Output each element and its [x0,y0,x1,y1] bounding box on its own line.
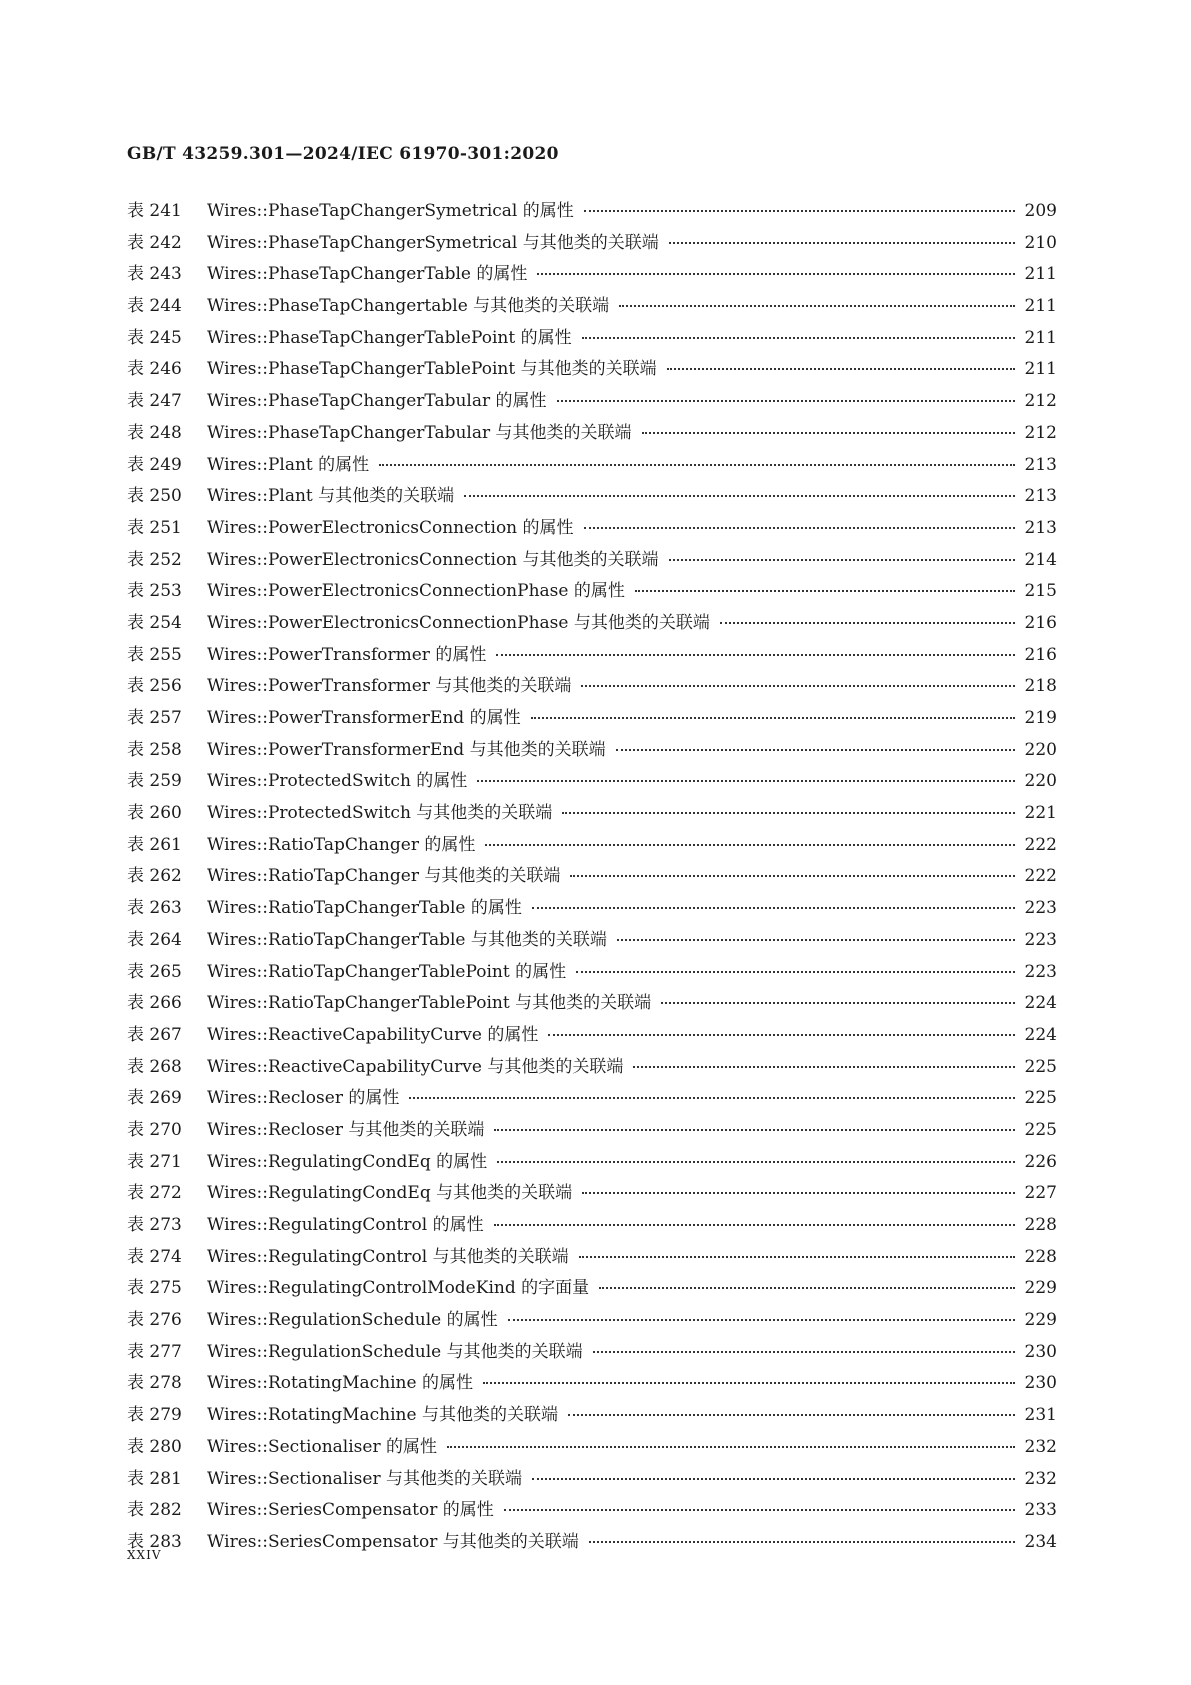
page-number: 212 [1024,422,1057,443]
dot-leader [720,622,1015,624]
dot-leader [582,1192,1014,1194]
dot-leader [464,495,1014,497]
entry-title: Wires::RegulatingCondEq 的属性 [207,1151,488,1172]
toc-entry[interactable] [127,798,1057,830]
page-number: 211 [1024,264,1057,285]
dot-leader [537,273,1014,275]
page-number: 228 [1024,1246,1057,1267]
page-number: 220 [1024,771,1057,792]
entry-title: Wires::PhaseTapChangerSymetrical 的属性 [207,201,574,221]
page-number: 233 [1024,1500,1057,1521]
toc-entry[interactable] [127,576,1057,608]
entry-title: Wires::PowerTransformer 的属性 [207,644,487,665]
table-number: 表 254 [127,612,182,633]
dot-leader [532,1478,1015,1480]
toc-entry[interactable] [127,545,1057,577]
table-number: 表 256 [127,676,182,697]
entry-title: Wires::RotatingMachine 与其他类的关联端 [207,1405,558,1426]
table-number: 表 255 [127,644,182,665]
dot-leader [379,464,1014,466]
dot-leader [642,432,1015,434]
entry-title: Wires::PowerTransformerEnd 与其他类的关联端 [207,739,606,760]
toc-entry[interactable] [127,766,1057,798]
entry-title: Wires::ReactiveCapabilityCurve 与其他类的关联端 [207,1056,624,1077]
table-number: 表 252 [127,549,182,570]
entry-title: Wires::PowerElectronicsConnection 的属性 [207,517,574,538]
toc-entry[interactable] [127,671,1057,703]
toc-entry[interactable] [127,513,1057,545]
table-number: 表 278 [127,1373,182,1394]
table-number: 表 259 [127,771,182,792]
table-number: 表 282 [127,1500,182,1521]
page-number: 226 [1024,1151,1057,1172]
page-number: 225 [1024,1056,1057,1077]
dot-leader [485,844,1014,846]
document-header: GB/T 43259.301—2024/IEC 61970-301:2020 [127,144,559,164]
entry-title: Wires::PowerTransformer 与其他类的关联端 [207,676,572,697]
page-number: 232 [1024,1468,1057,1489]
dot-leader [494,1224,1015,1226]
dot-leader [635,590,1015,592]
toc-entry[interactable] [127,228,1057,260]
page-number: 211 [1024,327,1057,348]
page-number: 230 [1024,1373,1057,1394]
page-number: 225 [1024,1088,1057,1109]
table-number: 表 281 [127,1468,182,1489]
table-number: 表 253 [127,581,182,602]
toc-entry[interactable] [127,1273,1057,1305]
table-number: 表 257 [127,708,182,728]
entry-title: Wires::RotatingMachine 的属性 [207,1373,473,1394]
entry-title: Wires::PhaseTapChangerSymetrical 与其他类的关联端 [207,232,659,253]
toc-entry[interactable] [127,1083,1057,1115]
table-number: 表 243 [127,264,182,285]
toc-entry[interactable] [127,893,1057,925]
table-number: 表 274 [127,1246,182,1267]
entry-title: Wires::Recloser 与其他类的关联端 [207,1119,485,1140]
entry-title: Wires::RatioTapChanger 的属性 [207,834,476,855]
entry-title: Wires::RegulationSchedule 的属性 [207,1310,498,1331]
toc-entry[interactable] [127,608,1057,640]
page-number: 222 [1024,866,1057,887]
dot-leader [582,337,1015,339]
page-number: 229 [1024,1278,1057,1299]
dot-leader [531,717,1015,719]
table-number: 表 271 [127,1151,182,1172]
page-number: 227 [1024,1183,1057,1204]
table-number: 表 283 [127,1531,182,1552]
toc-entry[interactable] [127,1242,1057,1274]
toc-entry[interactable] [127,640,1057,672]
entry-title: Wires::PhaseTapChangerTablePoint 与其他类的关联端 [207,359,657,380]
dot-leader [616,749,1015,751]
dot-leader [619,305,1014,307]
toc-entry[interactable] [127,259,1057,291]
toc-entry[interactable] [127,481,1057,513]
entry-title: Wires::PhaseTapChangertable 与其他类的关联端 [207,296,610,317]
page-number: 211 [1024,359,1057,380]
toc-entry[interactable] [127,703,1057,735]
table-number: 表 273 [127,1215,182,1235]
page-number: 213 [1024,517,1057,538]
page-number: 230 [1024,1341,1057,1362]
table-number: 表 269 [127,1088,182,1109]
page-number: 221 [1024,803,1057,824]
table-number: 表 246 [127,359,182,380]
toc-entry[interactable] [127,1210,1057,1242]
toc-entry[interactable] [127,1115,1057,1147]
toc-entry[interactable] [127,450,1057,482]
table-number: 表 247 [127,391,182,412]
page-number: 212 [1024,391,1057,412]
page-number: 211 [1024,296,1057,317]
toc-entry[interactable] [127,1527,1057,1559]
toc-entry[interactable] [127,1400,1057,1432]
dot-leader [477,780,1014,782]
entry-title: Wires::RatioTapChanger 与其他类的关联端 [207,866,561,887]
dot-leader [661,1002,1014,1004]
table-number: 表 249 [127,454,182,475]
entry-title: Wires::PowerTransformerEnd 的属性 [207,708,521,728]
entry-title: Wires::RegulationSchedule 与其他类的关联端 [207,1341,583,1362]
page-number: 213 [1024,486,1057,507]
table-number: 表 272 [127,1183,182,1204]
dot-leader [570,875,1014,877]
dot-leader [584,527,1015,529]
entry-title: Wires::PowerElectronicsConnectionPhase 与其他类的关联端 [207,612,710,633]
page-number: 231 [1024,1405,1057,1426]
toc-entry[interactable] [127,861,1057,893]
dot-leader [447,1446,1015,1448]
page-number: 224 [1024,993,1057,1014]
table-number: 表 261 [127,834,182,855]
table-number: 表 250 [127,486,182,507]
entry-title: Wires::ProtectedSwitch 与其他类的关联端 [207,803,553,824]
table-number: 表 263 [127,898,182,919]
table-number: 表 241 [127,201,182,221]
toc-entry[interactable] [127,386,1057,418]
table-number: 表 262 [127,866,182,887]
table-number: 表 270 [127,1119,182,1140]
page-number: 232 [1024,1436,1057,1457]
dot-leader [633,1066,1014,1068]
page-number-roman: XXIV [127,1548,162,1562]
entry-title: Wires::Plant 与其他类的关联端 [207,486,455,507]
table-number: 表 251 [127,517,182,538]
toc-entry[interactable] [127,1305,1057,1337]
entry-title: Wires::RatioTapChangerTablePoint 与其他类的关联端 [207,993,652,1014]
page-number: 223 [1024,929,1057,950]
table-number: 表 275 [127,1278,182,1299]
page-number: 225 [1024,1119,1057,1140]
dot-leader [562,812,1014,814]
toc-entry[interactable] [127,735,1057,767]
entry-title: Wires::ReactiveCapabilityCurve 的属性 [207,1024,539,1045]
dot-leader [497,1161,1014,1163]
entry-title: Wires::SeriesCompensator 与其他类的关联端 [207,1531,579,1552]
entry-title: Wires::Recloser 的属性 [207,1088,400,1109]
entry-title: Wires::RegulatingControl 的属性 [207,1215,484,1235]
entry-title: Wires::Sectionaliser 的属性 [207,1436,437,1457]
page-number: 218 [1024,676,1057,697]
toc-entry[interactable] [127,957,1057,989]
entry-title: Wires::PowerElectronicsConnection 与其他类的关联端 [207,549,659,570]
entry-title: Wires::PhaseTapChangerTabular 与其他类的关联端 [207,422,632,443]
dot-leader [584,210,1015,212]
toc-entry[interactable] [127,1495,1057,1527]
entry-title: Wires::RatioTapChangerTablePoint 的属性 [207,961,567,982]
toc-entry[interactable] [127,1147,1057,1179]
dot-leader [579,1256,1015,1258]
table-number: 表 258 [127,739,182,760]
toc-entry[interactable] [127,1368,1057,1400]
toc-entry[interactable] [127,1020,1057,1052]
dot-leader [581,685,1014,687]
toc-entry[interactable] [127,830,1057,862]
dot-leader [617,939,1015,941]
table-number: 表 264 [127,929,182,950]
table-number: 表 266 [127,993,182,1014]
dot-leader [496,654,1014,656]
table-number: 表 242 [127,232,182,253]
entry-title: Wires::RegulatingCondEq 与其他类的关联端 [207,1183,573,1204]
dot-leader [669,242,1015,244]
toc-entry[interactable] [127,1432,1057,1464]
dot-leader [568,1414,1015,1416]
table-number: 表 279 [127,1405,182,1426]
table-number: 表 265 [127,961,182,982]
dot-leader [576,971,1014,973]
entry-title: Wires::PhaseTapChangerTabular 的属性 [207,391,547,412]
entry-title: Wires::RegulatingControlModeKind 的字面量 [207,1278,590,1299]
page-number: 223 [1024,898,1057,919]
page-number: 223 [1024,961,1057,982]
dot-leader [667,368,1015,370]
dot-leader [508,1319,1015,1321]
table-number: 表 267 [127,1024,182,1045]
page-number: 220 [1024,739,1057,760]
dot-leader [589,1541,1015,1543]
table-number: 表 244 [127,296,182,317]
page-number: 219 [1024,708,1057,728]
dot-leader [593,1351,1015,1353]
entry-title: Wires::SeriesCompensator 的属性 [207,1500,494,1521]
page-number: 210 [1024,232,1057,253]
toc-entry[interactable] [127,1337,1057,1369]
dot-leader [504,1509,1015,1511]
toc-entry[interactable] [127,418,1057,450]
toc-entry[interactable] [127,925,1057,957]
toc-entry[interactable] [127,323,1057,355]
dot-leader [409,1097,1014,1099]
toc-entry[interactable] [127,1052,1057,1084]
page-number: 234 [1024,1531,1057,1552]
dot-leader [548,1034,1014,1036]
entry-title: Wires::RatioTapChangerTable 的属性 [207,898,522,919]
entry-title: Wires::Sectionaliser 与其他类的关联端 [207,1468,522,1489]
table-number: 表 280 [127,1436,182,1457]
toc-entry[interactable] [127,1464,1057,1496]
page-number: 216 [1024,612,1057,633]
page-number: 213 [1024,454,1057,475]
table-of-contents [127,196,1057,1559]
page-number: 222 [1024,834,1057,855]
table-number: 表 248 [127,422,182,443]
toc-entry[interactable] [127,291,1057,323]
page-number: 214 [1024,549,1057,570]
page-number: 224 [1024,1024,1057,1045]
dot-leader [599,1287,1014,1289]
entry-title: Wires::ProtectedSwitch 的属性 [207,771,468,792]
page-number: 209 [1024,201,1057,221]
dot-leader [532,907,1015,909]
entry-title: Wires::PhaseTapChangerTable 的属性 [207,264,528,285]
entry-title: Wires::Plant 的属性 [207,454,370,475]
entry-title: Wires::RegulatingControl 与其他类的关联端 [207,1246,569,1267]
toc-entry[interactable] [127,196,1057,228]
dot-leader [557,400,1015,402]
dot-leader [669,559,1015,561]
toc-entry[interactable] [127,354,1057,386]
table-number: 表 260 [127,803,182,824]
table-number: 表 276 [127,1310,182,1331]
table-number: 表 277 [127,1341,182,1362]
entry-title: Wires::RatioTapChangerTable 与其他类的关联端 [207,929,607,950]
toc-entry[interactable] [127,1178,1057,1210]
page-number: 229 [1024,1310,1057,1331]
dot-leader [483,1382,1015,1384]
toc-entry[interactable] [127,988,1057,1020]
entry-title: Wires::PhaseTapChangerTablePoint 的属性 [207,327,572,348]
table-number: 表 245 [127,327,182,348]
page-number: 228 [1024,1215,1057,1235]
page-number: 216 [1024,644,1057,665]
entry-title: Wires::PowerElectronicsConnectionPhase 的属性 [207,581,625,602]
page-number: 215 [1024,581,1057,602]
dot-leader [494,1129,1014,1131]
table-number: 表 268 [127,1056,182,1077]
